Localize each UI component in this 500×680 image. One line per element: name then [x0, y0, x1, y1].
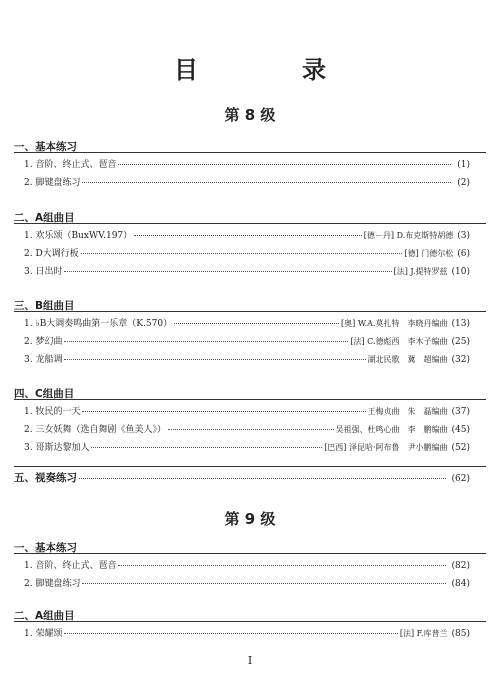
g8-sec2-title: 二、A组曲目	[14, 212, 75, 224]
leader-dots	[82, 182, 451, 183]
toc-entry[interactable]	[14, 470, 470, 484]
g8-sec5-title: 五、视奏练习	[14, 472, 77, 484]
toc-entry[interactable]	[24, 404, 470, 418]
entry-label: 1. 牧民的一天	[24, 407, 81, 417]
toc-entry[interactable]	[24, 246, 470, 260]
g8-sec3-title: 三、B组曲目	[14, 300, 75, 312]
leader-dots	[82, 583, 445, 584]
entry-page: (62)	[451, 474, 470, 484]
entry-credit: [法] F.库普兰	[399, 629, 448, 638]
entry-page: (84)	[451, 579, 470, 589]
entry-page: (13)	[451, 319, 470, 329]
entry-label: 3. 日出时	[24, 267, 63, 277]
toc-entry[interactable]	[24, 626, 470, 640]
entry-page: (85)	[451, 629, 470, 639]
toc-entry[interactable]	[24, 352, 470, 366]
divider	[14, 621, 486, 622]
entry-page: (25)	[451, 337, 470, 347]
divider	[14, 223, 486, 224]
entry-credit: [德] 门德尔松	[404, 249, 454, 258]
leader-dots	[174, 323, 339, 324]
entry-label: 2. 脚键盘练习	[24, 178, 81, 188]
entry-credit: [法] C.德彪西 李木子编曲	[350, 337, 448, 346]
g8-sec1-title: 一、基本练习	[14, 141, 77, 153]
toc-entry[interactable]	[24, 334, 470, 348]
toc-entry[interactable]	[24, 264, 470, 278]
entry-label: 2. 三女妖舞（选自舞剧《鱼美人》）	[24, 425, 166, 435]
toc-entry[interactable]	[24, 157, 470, 171]
page-title: 目 录	[174, 56, 366, 84]
divider	[14, 311, 486, 312]
toc-entry[interactable]	[24, 316, 470, 330]
g9-sec2-title: 二、A组曲目	[14, 610, 75, 622]
entry-page: (6)	[457, 249, 470, 259]
entry-label: 2. 脚键盘练习	[24, 579, 81, 589]
entry-page: (52)	[451, 443, 470, 453]
leader-dots	[64, 341, 348, 342]
entry-label: 3. 龙船调	[24, 355, 63, 365]
leader-dots	[64, 271, 391, 272]
grade8-heading: 第 8 级	[224, 106, 276, 124]
entry-credit: [巴西] 泽昆哈·阿布鲁 尹小鹏编曲	[324, 443, 448, 452]
divider	[14, 553, 486, 554]
page-number: I	[247, 654, 253, 667]
toc-entry[interactable]	[24, 228, 470, 242]
entry-label: 1. 荣耀颂	[24, 629, 63, 639]
entry-credit: 吴祖强、杜鸣心曲 李 鹏编曲	[335, 425, 448, 434]
toc-entry[interactable]	[24, 440, 470, 454]
entry-page: (10)	[451, 267, 470, 277]
entry-page: (32)	[451, 355, 470, 365]
entry-label: 1. 欢乐颂（BuxWV.197）	[24, 231, 133, 241]
toc-entry[interactable]	[24, 175, 470, 189]
g8-sec4-title: 四、C组曲目	[14, 388, 75, 400]
entry-credit: [奥] W.A.莫扎特 李晓丹编曲	[341, 319, 448, 328]
leader-dots	[118, 565, 445, 566]
divider	[14, 399, 486, 400]
entry-page: (3)	[457, 231, 470, 241]
leader-dots	[79, 478, 446, 479]
g9-sec1-title: 一、基本练习	[14, 542, 77, 554]
entry-label: 2. D大调行板	[24, 249, 79, 259]
leader-dots	[168, 429, 334, 430]
leader-dots	[118, 164, 451, 165]
toc-entry[interactable]	[24, 422, 470, 436]
leader-dots	[82, 411, 365, 412]
entry-label: 3. 哥斯达黎加人	[24, 443, 90, 453]
entry-credit: 湖北民歌 冀 超编曲	[367, 355, 448, 364]
entry-label: 1. 音阶、终止式、琶音	[24, 160, 117, 170]
entry-page: (37)	[451, 407, 470, 417]
leader-dots	[81, 253, 403, 254]
leader-dots	[91, 447, 322, 448]
entry-page: (82)	[451, 561, 470, 571]
entry-label: 1. ♭B大调奏鸣曲第一乐章（K.570）	[24, 319, 173, 329]
entry-label: 1. 音阶、终止式、琶音	[24, 561, 117, 571]
leader-dots	[64, 633, 397, 634]
divider	[14, 466, 486, 467]
entry-label: 2. 梦幻曲	[24, 337, 63, 347]
grade9-heading: 第 9 级	[224, 510, 276, 528]
leader-dots	[64, 359, 365, 360]
toc-entry[interactable]	[24, 558, 470, 572]
toc-entry[interactable]	[24, 576, 470, 590]
entry-credit: [法] J.提特罗兹	[393, 267, 448, 276]
entry-page: (45)	[451, 425, 470, 435]
entry-credit: [德－丹] D.布克斯特胡德	[363, 231, 454, 240]
divider	[14, 152, 486, 153]
entry-credit: 王梅贞曲 朱 磊编曲	[367, 407, 448, 416]
entry-page: (2)	[457, 178, 470, 188]
entry-page: (1)	[457, 160, 470, 170]
leader-dots	[134, 235, 362, 236]
